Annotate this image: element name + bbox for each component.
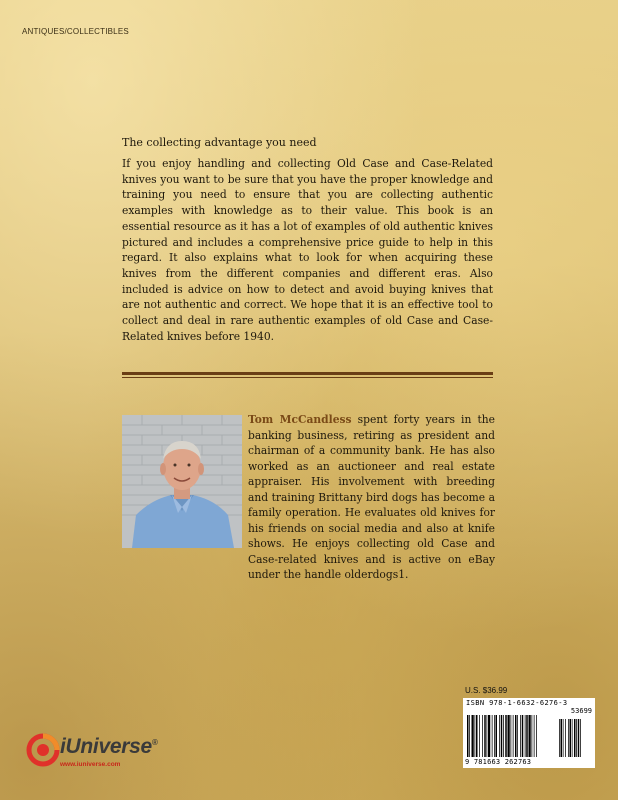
barcode-bar <box>532 715 533 757</box>
barcode-bar <box>536 715 537 757</box>
barcode-bar <box>492 715 493 757</box>
barcode-bar <box>525 715 526 757</box>
divider-thin-line <box>122 377 493 378</box>
author-name: Tom McCandless <box>248 413 352 426</box>
author-photo <box>122 415 242 548</box>
category-label: ANTIQUES/COLLECTIBLES <box>22 27 129 36</box>
price-addon-code: 53699 <box>570 707 592 715</box>
publisher-url: www.iuniverse.com <box>60 761 121 768</box>
barcode-bar <box>487 715 488 757</box>
barcode-bar <box>472 715 474 757</box>
barcode-bar <box>501 715 503 757</box>
barcode-addon-bar <box>580 719 581 757</box>
tagline-heading: The collecting advantage you need <box>122 136 317 149</box>
barcode-bar <box>515 715 517 757</box>
barcode-addon-bar <box>563 719 564 757</box>
barcode-bar <box>488 715 490 757</box>
barcode-addon-bar <box>572 719 573 757</box>
barcode-bar <box>517 715 518 757</box>
isbn-number: ISBN 978-1-6632-6276-3 <box>466 699 568 707</box>
barcode-bar <box>513 715 514 757</box>
barcode-addon-bar <box>561 719 563 757</box>
barcode-bar <box>479 715 480 757</box>
barcode-bar <box>511 715 512 757</box>
author-bio-text: spent forty years in the banking business, retiring as president and chairman of a community bank. He has also worked as an auctioneer and real estate appraiser. His involvement with breeding and training Brittany bird dogs has become a family operation. He evaluates old knives for his friends on social media and also at knife shows. He enjoys collecting old Case and Case-related knives and is active on eBay under the handle olderdogs1. <box>248 413 495 581</box>
barcode-bar <box>505 715 507 757</box>
barcode-bar <box>494 715 495 757</box>
barcode <box>463 698 595 768</box>
barcode-bar <box>484 715 486 757</box>
barcode-addon-bar <box>576 719 577 757</box>
barcode-bar <box>534 715 535 757</box>
barcode-bar <box>482 715 483 757</box>
barcode-bar <box>526 715 528 757</box>
barcode-bars <box>467 715 591 758</box>
ean-digits: 9 781663 262763 <box>465 758 532 766</box>
barcode-addon-bar <box>570 719 572 757</box>
barcode-bar <box>475 715 476 757</box>
author-bio <box>248 412 495 583</box>
publisher-wordmark: iUniverse® <box>60 735 158 758</box>
publisher-swirl-icon <box>26 733 60 767</box>
barcode-bar <box>508 715 510 757</box>
price-label: U.S. $36.99 <box>465 686 508 695</box>
barcode-bar <box>476 715 478 757</box>
section-divider <box>122 372 493 379</box>
barcode-bar <box>467 715 469 757</box>
barcode-addon-bar <box>559 719 560 757</box>
barcode-addon-bar <box>568 719 569 757</box>
barcode-addon-bar <box>565 719 566 757</box>
book-description: If you enjoy handling and collecting Old Case and Case-Related knives you want to be sure that you have the proper knowledge and training you need to ensure that you are collecting authentic examples with knowledge as to their value. This book is an essential resource as it has a lot of examples of old authentic knives pictured and includes a comprehensive price guide to help in this regard. It also explains what to look for when acquiring these knives from the different companies and different eras. Also included is advice on how to detect and avoid buying knives that are not authentic and correct. We hope that it is an effective tool to collect and deal in rare authentic examples of old Case and Case-Related knives before 1940. <box>122 157 493 343</box>
divider-thick-line <box>122 372 493 375</box>
barcode-bar <box>529 715 531 757</box>
barcode-bar <box>520 715 521 757</box>
barcode-bar <box>499 715 500 757</box>
barcode-bar <box>469 715 470 757</box>
barcode-addon-bar <box>578 719 580 757</box>
barcode-bar <box>522 715 524 757</box>
publisher-logo <box>26 733 186 773</box>
barcode-addon-bar <box>574 719 576 757</box>
barcode-bar <box>503 715 504 757</box>
author-portrait-image <box>122 415 242 548</box>
barcode-bar <box>496 715 498 757</box>
